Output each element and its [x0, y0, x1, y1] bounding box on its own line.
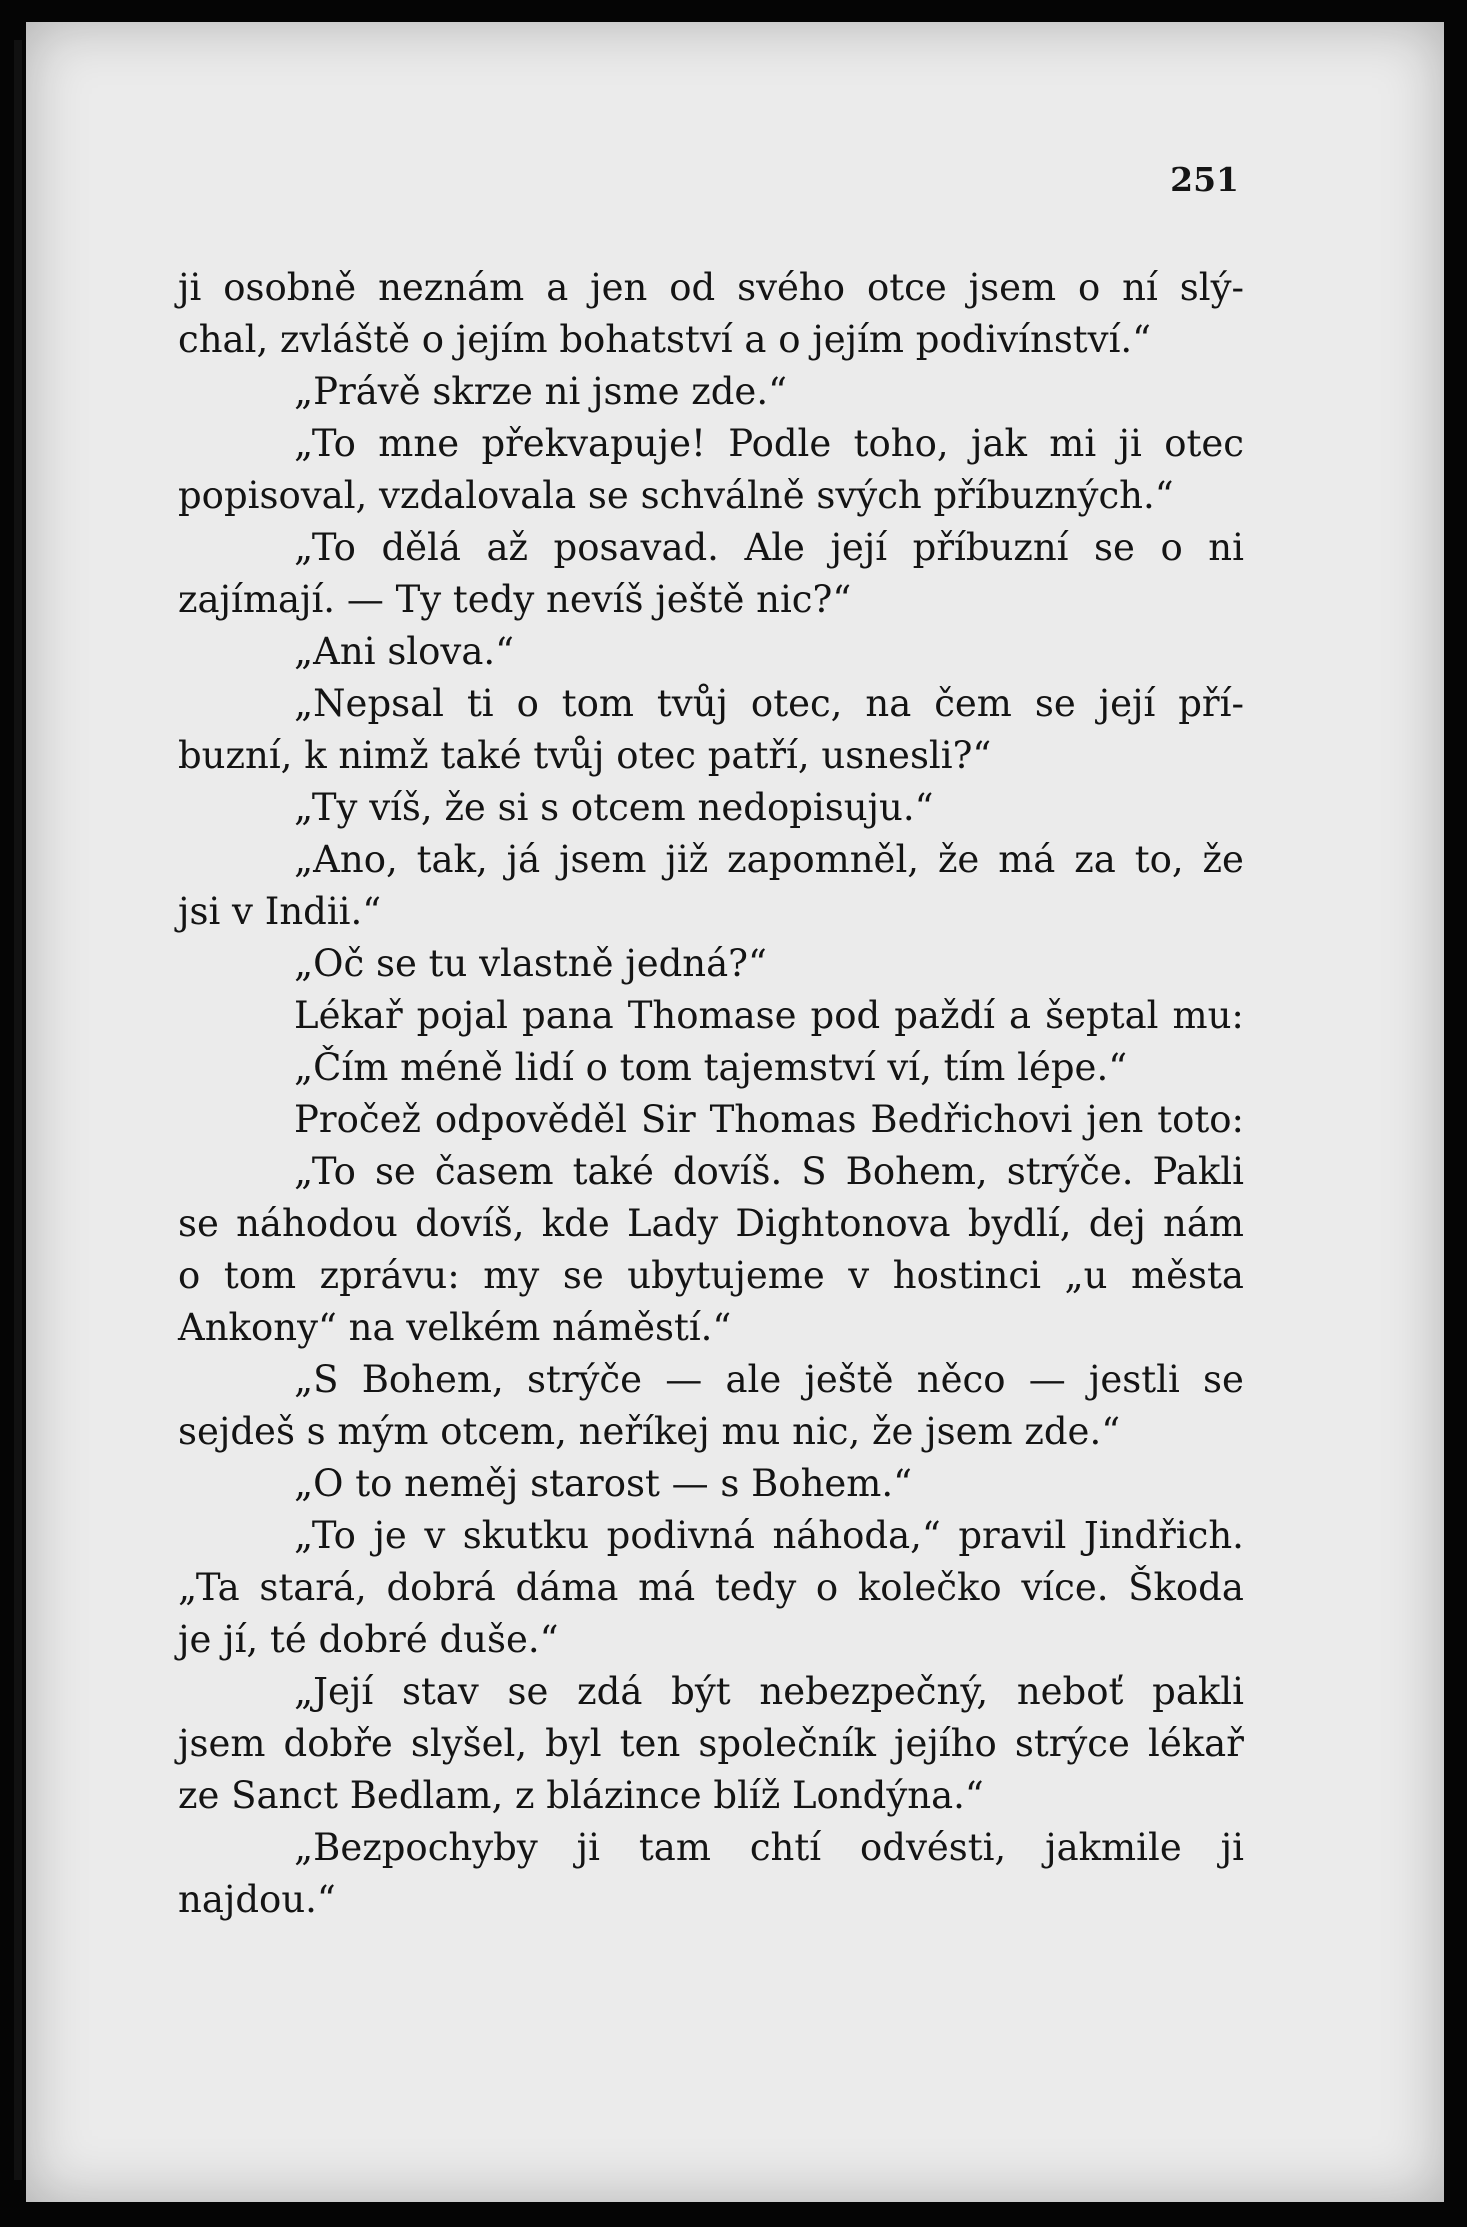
text-line: Pročež odpověděl Sir Thomas Bedřichovi jen toto:	[294, 1098, 1244, 1141]
text-line: „Nepsal ti o tom tvůj otec, na čem se její pří-	[294, 682, 1244, 725]
text-line: „To mne překvapuje! Podle toho, jak mi ji otec	[294, 422, 1244, 465]
book-spine	[14, 40, 22, 2180]
text-line: „Ani slova.“	[294, 630, 515, 673]
text-line: jsi v Indii.“	[178, 890, 382, 933]
text-line: ji osobně neznám a jen od svého otce jsem o ní slý-	[178, 266, 1244, 309]
text-line: o tom zprávu: my se ubytujeme v hostinci „u města	[178, 1254, 1244, 1297]
text-line: sejdeš s mým otcem, neříkej mu nic, že jsem zde.“	[178, 1410, 1121, 1453]
page-text	[178, 262, 1244, 1926]
text-line: buzní, k nimž také tvůj otec patří, usnesli?“	[178, 734, 992, 777]
text-line: se náhodou dovíš, kde Lady Dightonova bydlí, dej nám	[178, 1202, 1244, 1245]
text-line: „Oč se tu vlastně jedná?“	[294, 942, 767, 985]
page-number: 251	[1170, 160, 1239, 199]
text-line: „Ta stará, dobrá dáma má tedy o kolečko více. Škoda	[178, 1566, 1244, 1609]
text-line: chal, zvláště o jejím bohatství a o jejím podivínství.“	[178, 318, 1152, 361]
text-line: „Ano, tak, já jsem již zapomněl, že má za to, že	[294, 838, 1244, 881]
text-line: popisoval, vzdalovala se schválně svých příbuzných.“	[178, 474, 1174, 517]
text-line: „To se časem také dovíš. S Bohem, strýče. Pakli	[294, 1150, 1244, 1193]
text-line: ze Sanct Bedlam, z blázince blíž Londýna.“	[178, 1774, 984, 1817]
text-line: „Ty víš, že si s otcem nedopisuju.“	[294, 786, 934, 829]
text-line: „To dělá až posavad. Ale její příbuzní se o ni	[294, 526, 1244, 569]
text-line: „S Bohem, strýče — ale ještě něco — jestli se	[294, 1358, 1244, 1401]
text-line: je jí, té dobré duše.“	[178, 1618, 559, 1661]
text-line: „O to neměj starost — s Bohem.“	[294, 1462, 913, 1505]
text-line: „Její stav se zdá být nebezpečný, neboť pakli	[294, 1670, 1244, 1713]
text-line: „Čím méně lidí o tom tajemství ví, tím lépe.“	[294, 1046, 1128, 1089]
text-line: najdou.“	[178, 1878, 336, 1921]
text-line: Ankony“ na velkém náměstí.“	[178, 1306, 732, 1349]
text-line: „Právě skrze ni jsme zde.“	[294, 370, 787, 413]
text-line: zajímají. — Ty tedy nevíš ještě nic?“	[178, 578, 852, 621]
text-line: „Bezpochyby ji tam chtí odvésti, jakmile ji	[294, 1826, 1244, 1869]
text-line: „To je v skutku podivná náhoda,“ pravil Jindřich.	[294, 1514, 1244, 1557]
text-line: Lékař pojal pana Thomase pod paždí a šeptal mu:	[294, 994, 1244, 1037]
text-line: jsem dobře slyšel, byl ten společník jejího strýce lékař	[178, 1722, 1244, 1765]
